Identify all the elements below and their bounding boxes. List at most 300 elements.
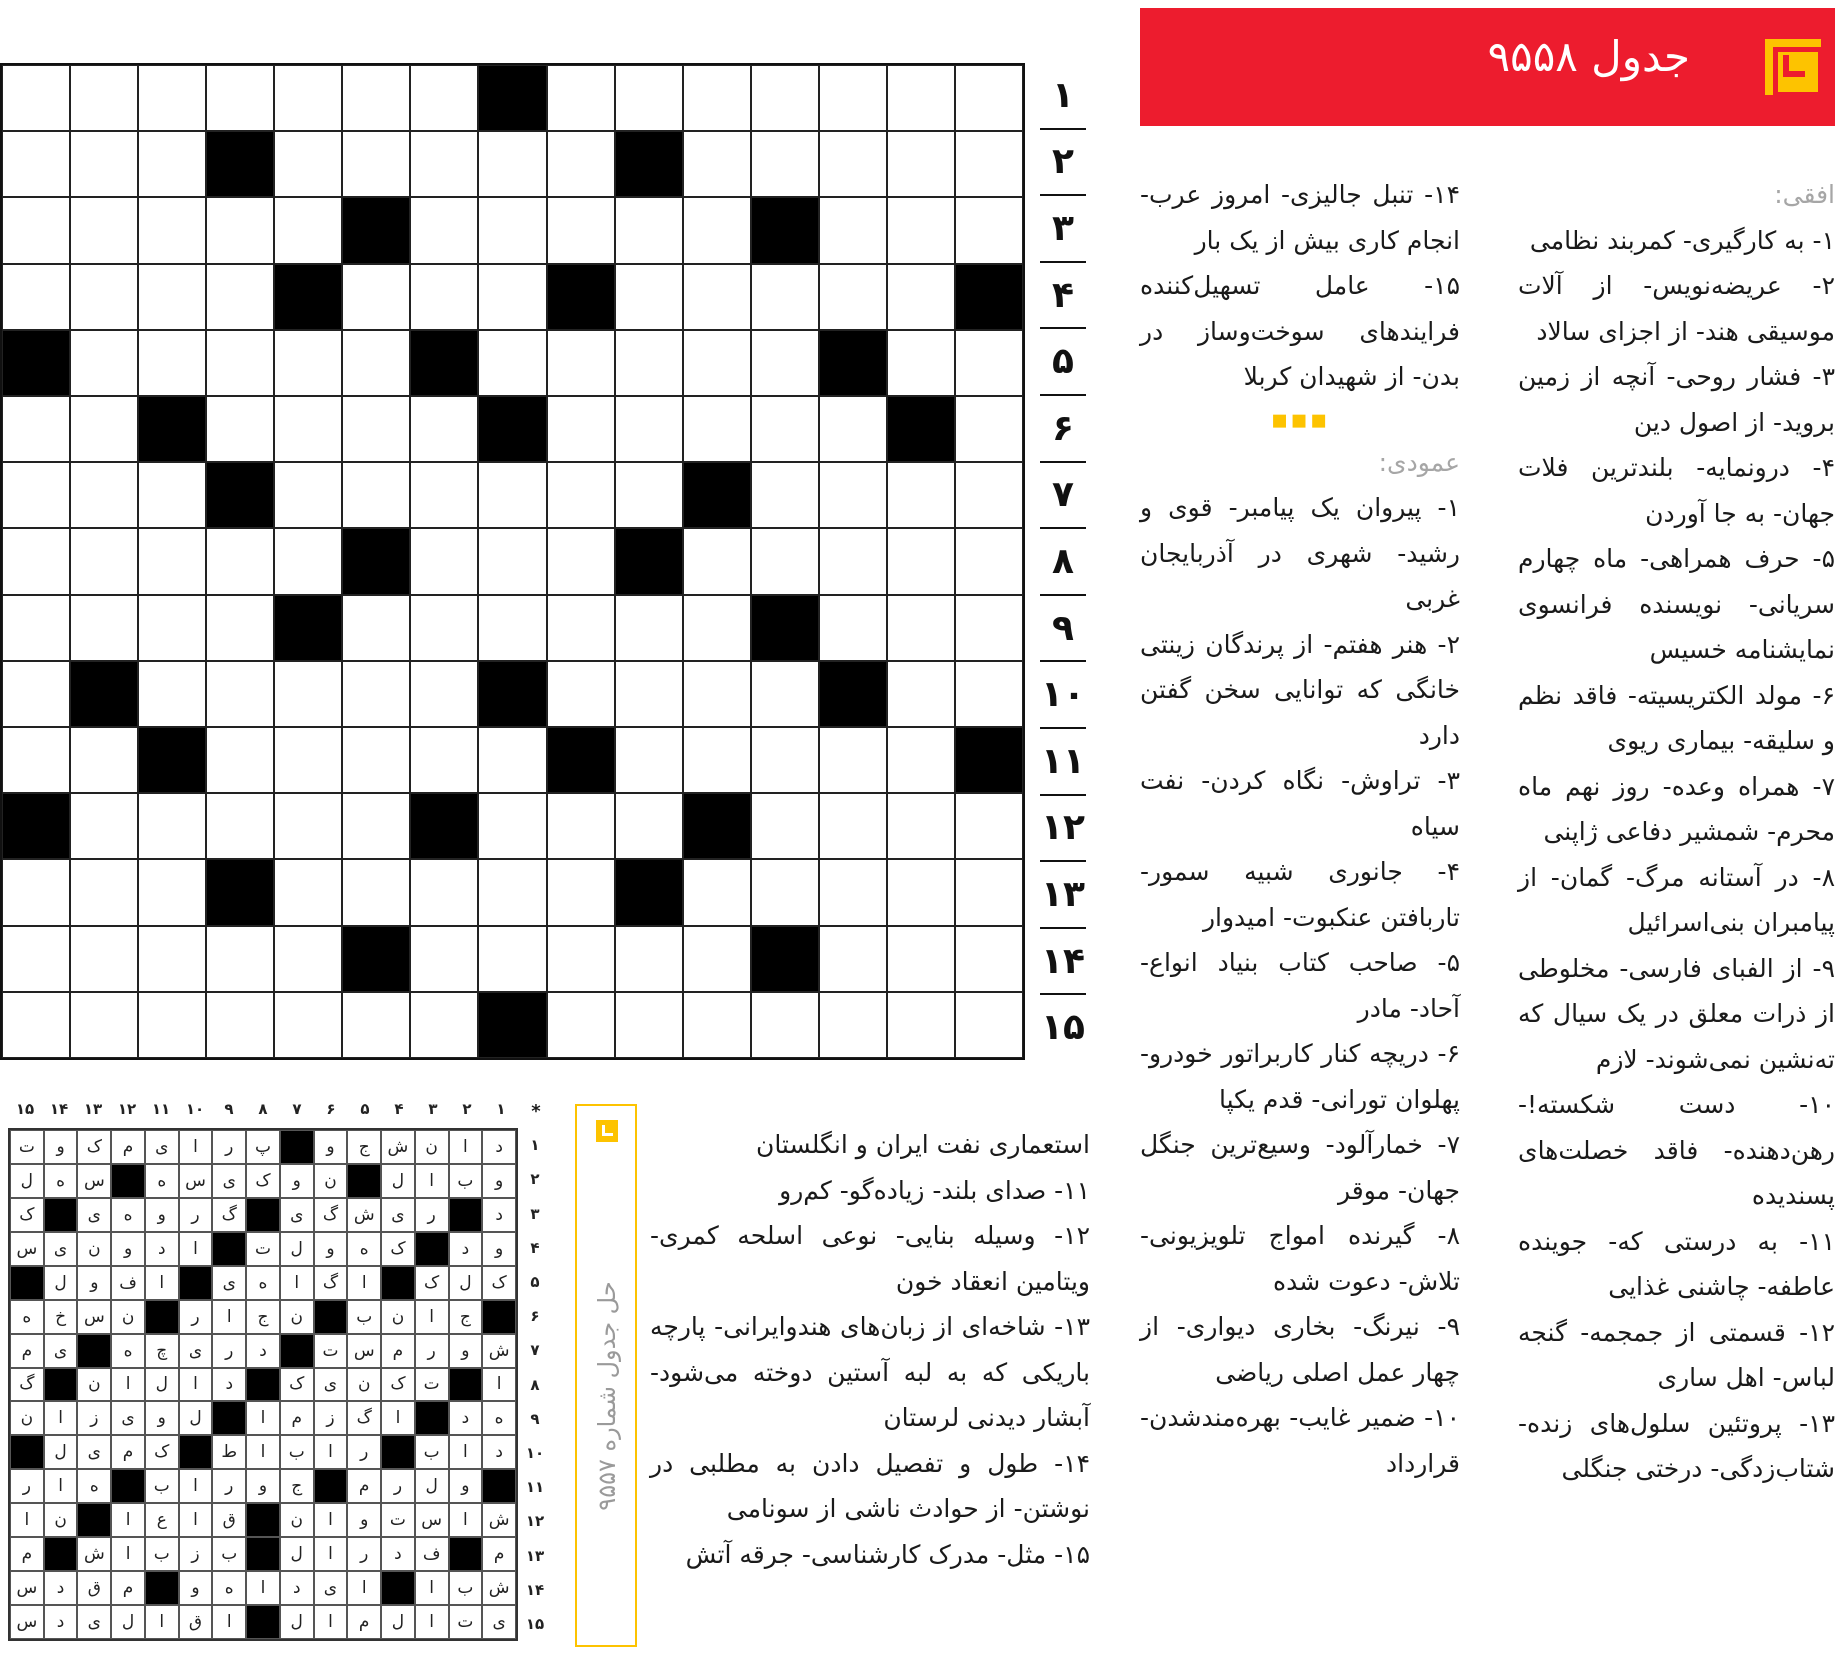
grid-cell[interactable] xyxy=(342,462,410,528)
solution-cell: ن xyxy=(10,1401,44,1435)
grid-cell[interactable] xyxy=(206,793,274,859)
solution-cell: و xyxy=(77,1266,111,1300)
grid-cell[interactable] xyxy=(615,793,683,859)
grid-cell[interactable] xyxy=(819,595,887,661)
grid-cell[interactable] xyxy=(478,330,546,396)
grid-cell[interactable] xyxy=(206,528,274,594)
solution-cell: ا xyxy=(314,1537,348,1571)
grid-cell[interactable] xyxy=(410,462,478,528)
grid-cell[interactable] xyxy=(547,462,615,528)
row-number: ۱۱ xyxy=(1040,729,1086,796)
grid-cell[interactable] xyxy=(819,396,887,462)
grid-cell[interactable] xyxy=(683,396,751,462)
black-cell xyxy=(2,793,70,859)
black-cell xyxy=(547,727,615,793)
clue-v-7: ۷- خمارآلود- وسیع‌ترین جنگل جهان- موقر xyxy=(1140,1130,1460,1205)
grid-cell[interactable] xyxy=(138,330,206,396)
grid-cell[interactable] xyxy=(615,197,683,263)
grid-cell[interactable] xyxy=(206,992,274,1058)
grid-cell[interactable] xyxy=(683,926,751,992)
grid-cell[interactable] xyxy=(547,65,615,131)
grid-cell[interactable] xyxy=(955,131,1023,197)
solution-cell: و xyxy=(449,1334,483,1368)
grid-cell[interactable] xyxy=(683,131,751,197)
grid-cell[interactable] xyxy=(410,926,478,992)
row-number: ۸ xyxy=(1040,529,1086,596)
grid-cell[interactable] xyxy=(274,727,342,793)
grid-cell[interactable] xyxy=(547,528,615,594)
grid-cell[interactable] xyxy=(751,330,819,396)
grid-cell[interactable] xyxy=(138,595,206,661)
grid-cell[interactable] xyxy=(751,131,819,197)
solution-cell: و xyxy=(347,1503,381,1537)
solution-cell: ن xyxy=(280,1503,314,1537)
grid-cell[interactable] xyxy=(751,396,819,462)
solution-black-cell xyxy=(314,1469,348,1503)
grid-cell[interactable] xyxy=(887,131,955,197)
grid-cell[interactable] xyxy=(410,197,478,263)
grid-cell[interactable] xyxy=(887,926,955,992)
grid-cell[interactable] xyxy=(887,793,955,859)
grid-cell[interactable] xyxy=(887,992,955,1058)
grid-cell[interactable] xyxy=(410,727,478,793)
grid-cell[interactable] xyxy=(410,65,478,131)
grid-cell[interactable] xyxy=(615,727,683,793)
grid-cell[interactable] xyxy=(955,926,1023,992)
grid-cell[interactable] xyxy=(615,264,683,330)
solution-cell: ر xyxy=(179,1300,213,1334)
grid-cell[interactable] xyxy=(342,396,410,462)
grid-cell[interactable] xyxy=(955,528,1023,594)
grid-cell[interactable] xyxy=(955,793,1023,859)
solution-column-number: ۱ xyxy=(496,1100,506,1118)
grid-cell[interactable] xyxy=(955,396,1023,462)
grid-cell[interactable] xyxy=(70,462,138,528)
black-cell xyxy=(683,793,751,859)
solution-cell: د xyxy=(482,1198,516,1232)
grid-cell[interactable] xyxy=(615,661,683,727)
grid-cell[interactable] xyxy=(342,727,410,793)
grid-cell[interactable] xyxy=(342,131,410,197)
grid-cell[interactable] xyxy=(751,65,819,131)
grid-cell[interactable] xyxy=(2,65,70,131)
puzzle-header xyxy=(1140,8,1835,126)
grid-cell[interactable] xyxy=(819,926,887,992)
grid-cell[interactable] xyxy=(819,131,887,197)
crossword-grid[interactable] xyxy=(0,63,1025,1060)
black-cell xyxy=(615,528,683,594)
grid-cell[interactable] xyxy=(955,462,1023,528)
grid-cell[interactable] xyxy=(955,992,1023,1058)
grid-cell[interactable] xyxy=(410,992,478,1058)
solution-black-cell xyxy=(381,1435,415,1469)
grid-cell[interactable] xyxy=(70,330,138,396)
grid-cell[interactable] xyxy=(615,462,683,528)
grid-cell[interactable] xyxy=(478,131,546,197)
grid-cell[interactable] xyxy=(2,661,70,727)
black-cell xyxy=(478,396,546,462)
grid-cell[interactable] xyxy=(683,528,751,594)
grid-cell[interactable] xyxy=(751,859,819,925)
grid-cell[interactable] xyxy=(70,264,138,330)
grid-cell[interactable] xyxy=(206,197,274,263)
grid-cell[interactable] xyxy=(410,859,478,925)
solution-row-numbers xyxy=(520,1128,550,1641)
grid-cell[interactable] xyxy=(547,793,615,859)
solution-cell: ا xyxy=(179,1232,213,1266)
grid-cell[interactable] xyxy=(683,859,751,925)
grid-cell[interactable] xyxy=(751,727,819,793)
grid-cell[interactable] xyxy=(887,661,955,727)
solution-row-number: ۷ xyxy=(530,1341,540,1360)
solution-column-number: ۷ xyxy=(292,1100,302,1118)
solution-cell: د xyxy=(246,1334,280,1368)
grid-cell[interactable] xyxy=(615,926,683,992)
grid-cell[interactable] xyxy=(819,65,887,131)
black-cell xyxy=(955,264,1023,330)
clue-h-11: ۱۱- به درستی که- جوینده عاطفه- چاشنی غذایی xyxy=(1518,1226,1835,1301)
grid-cell[interactable] xyxy=(547,859,615,925)
grid-cell[interactable] xyxy=(547,595,615,661)
solution-cell: د xyxy=(449,1232,483,1266)
grid-cell[interactable] xyxy=(955,661,1023,727)
grid-cell[interactable] xyxy=(70,595,138,661)
solution-cell: س xyxy=(347,1334,381,1368)
grid-cell[interactable] xyxy=(274,992,342,1058)
grid-cell[interactable] xyxy=(410,595,478,661)
solution-cell: خ xyxy=(44,1300,78,1334)
grid-cell[interactable] xyxy=(410,131,478,197)
solution-cell: ه xyxy=(246,1266,280,1300)
solution-cell: س xyxy=(10,1605,44,1639)
grid-cell[interactable] xyxy=(342,793,410,859)
grid-cell[interactable] xyxy=(547,330,615,396)
grid-cell[interactable] xyxy=(70,131,138,197)
solution-cell: ا xyxy=(314,1503,348,1537)
solution-label-box xyxy=(575,1104,637,1647)
solution-cell: و xyxy=(482,1164,516,1198)
grid-cell[interactable] xyxy=(819,197,887,263)
grid-cell[interactable] xyxy=(819,264,887,330)
solution-row-number: ۱۰ xyxy=(525,1443,545,1462)
solution-cell: و xyxy=(314,1130,348,1164)
grid-cell[interactable] xyxy=(274,926,342,992)
grid-cell[interactable] xyxy=(70,793,138,859)
grid-cell[interactable] xyxy=(751,528,819,594)
grid-cell[interactable] xyxy=(206,264,274,330)
black-cell xyxy=(547,264,615,330)
grid-cell[interactable] xyxy=(70,992,138,1058)
grid-cell[interactable] xyxy=(274,131,342,197)
grid-cell[interactable] xyxy=(274,528,342,594)
solution-cell: ا xyxy=(314,1435,348,1469)
solution-cell: م xyxy=(347,1605,381,1639)
section-separator: ▪▪▪ xyxy=(1270,404,1330,435)
grid-cell[interactable] xyxy=(547,131,615,197)
clue-h-5: ۵- حرف همراهی- ماه چهارم سریانی- نویسنده فرانسوی نمایشنامه خسیس xyxy=(1518,544,1835,664)
solution-cell: ن xyxy=(77,1368,111,1402)
grid-cell[interactable] xyxy=(819,528,887,594)
grid-cell[interactable] xyxy=(2,396,70,462)
grid-cell[interactable] xyxy=(206,595,274,661)
grid-cell[interactable] xyxy=(2,859,70,925)
solution-cell: ی xyxy=(44,1232,78,1266)
grid-cell[interactable] xyxy=(206,661,274,727)
grid-cell[interactable] xyxy=(138,859,206,925)
grid-cell[interactable] xyxy=(683,992,751,1058)
solution-cell: د xyxy=(449,1401,483,1435)
grid-cell[interactable] xyxy=(2,131,70,197)
grid-cell[interactable] xyxy=(615,330,683,396)
solution-black-cell xyxy=(347,1164,381,1198)
grid-cell[interactable] xyxy=(138,264,206,330)
grid-cell[interactable] xyxy=(274,396,342,462)
grid-cell[interactable] xyxy=(615,65,683,131)
solution-cell: س xyxy=(415,1503,449,1537)
grid-cell[interactable] xyxy=(274,661,342,727)
grid-cell[interactable] xyxy=(70,396,138,462)
solution-cell: د xyxy=(44,1605,78,1639)
grid-cell[interactable] xyxy=(887,595,955,661)
grid-cell[interactable] xyxy=(342,595,410,661)
grid-cell[interactable] xyxy=(206,727,274,793)
grid-cell[interactable] xyxy=(819,992,887,1058)
solution-cell: ن xyxy=(77,1232,111,1266)
grid-cell[interactable] xyxy=(683,197,751,263)
grid-cell[interactable] xyxy=(683,264,751,330)
grid-cell[interactable] xyxy=(70,528,138,594)
solution-cell: ن xyxy=(415,1130,449,1164)
grid-cell[interactable] xyxy=(342,65,410,131)
solution-row-number: ۱۳ xyxy=(525,1546,545,1565)
grid-cell[interactable] xyxy=(478,727,546,793)
solution-cell: س xyxy=(10,1571,44,1605)
grid-cell[interactable] xyxy=(70,197,138,263)
grid-cell[interactable] xyxy=(547,197,615,263)
grid-cell[interactable] xyxy=(2,926,70,992)
grid-cell[interactable] xyxy=(683,661,751,727)
grid-cell[interactable] xyxy=(70,65,138,131)
solution-cell: م xyxy=(482,1537,516,1571)
grid-cell[interactable] xyxy=(478,793,546,859)
grid-cell[interactable] xyxy=(819,462,887,528)
row-number: ۱ xyxy=(1040,63,1086,130)
grid-cell[interactable] xyxy=(274,793,342,859)
grid-cell[interactable] xyxy=(274,859,342,925)
grid-cell[interactable] xyxy=(410,528,478,594)
clue-h-1: ۱- به کارگیری- کمربند نظامی xyxy=(1529,225,1835,255)
grid-cell[interactable] xyxy=(751,661,819,727)
solution-black-cell xyxy=(212,1401,246,1435)
grid-cell[interactable] xyxy=(478,197,546,263)
solution-black-cell xyxy=(415,1401,449,1435)
grid-cell[interactable] xyxy=(410,264,478,330)
clue-v-3: ۳- تراوش- نگاه کردن- نفت سیاه xyxy=(1140,766,1460,841)
grid-cell[interactable] xyxy=(478,264,546,330)
solution-black-cell xyxy=(246,1537,280,1571)
grid-cell[interactable] xyxy=(2,992,70,1058)
solution-cell: د xyxy=(381,1537,415,1571)
grid-cell[interactable] xyxy=(206,396,274,462)
grid-cell[interactable] xyxy=(274,462,342,528)
grid-cell[interactable] xyxy=(2,528,70,594)
grid-cell[interactable] xyxy=(547,926,615,992)
solution-cell: ش xyxy=(482,1334,516,1368)
solution-row-number: ۱۱ xyxy=(525,1478,545,1497)
solution-cell: ف xyxy=(111,1266,145,1300)
solution-black-cell xyxy=(145,1571,179,1605)
grid-cell[interactable] xyxy=(751,793,819,859)
grid-cell[interactable] xyxy=(70,859,138,925)
vertical-heading: عمودی: xyxy=(1378,447,1460,477)
solution-cell: ی xyxy=(145,1130,179,1164)
grid-cell[interactable] xyxy=(138,131,206,197)
grid-cell[interactable] xyxy=(206,330,274,396)
grid-cell[interactable] xyxy=(410,396,478,462)
solution-cell: ب xyxy=(347,1300,381,1334)
clue-h-12: ۱۲- قسمتی از جمجمه- گنجه لباس- اهل ساری xyxy=(1518,1317,1835,1392)
solution-column-number: ۵ xyxy=(360,1100,370,1118)
grid-cell[interactable] xyxy=(274,65,342,131)
solution-cell: ت xyxy=(246,1232,280,1266)
grid-cell[interactable] xyxy=(683,595,751,661)
grid-cell[interactable] xyxy=(751,992,819,1058)
solution-cell: ج xyxy=(449,1300,483,1334)
grid-cell[interactable] xyxy=(138,462,206,528)
solution-cell: ر xyxy=(10,1469,44,1503)
solution-cell: گ xyxy=(347,1401,381,1435)
solution-row-number: ۵ xyxy=(530,1272,540,1291)
clue-v-4: ۴- جانوری شبیه سمور- تاربافتن عنکبوت- امیدوار xyxy=(1140,857,1460,932)
clue-h-3: ۳- فشار روحی- آنچه از زمین بروید- از اصول دین xyxy=(1518,362,1835,437)
grid-cell[interactable] xyxy=(683,727,751,793)
grid-cell[interactable] xyxy=(887,528,955,594)
grid-cell[interactable] xyxy=(955,65,1023,131)
grid-cell[interactable] xyxy=(342,330,410,396)
grid-cell[interactable] xyxy=(547,396,615,462)
grid-cell[interactable] xyxy=(887,65,955,131)
grid-cell[interactable] xyxy=(615,992,683,1058)
solution-cell: ز xyxy=(179,1537,213,1571)
grid-cell[interactable] xyxy=(2,595,70,661)
solution-cell: ا xyxy=(482,1368,516,1402)
grid-cell[interactable] xyxy=(138,992,206,1058)
grid-cell[interactable] xyxy=(615,396,683,462)
solution-cell: ک xyxy=(145,1435,179,1469)
solution-cell: ن xyxy=(111,1300,145,1334)
grid-cell[interactable] xyxy=(819,793,887,859)
grid-cell[interactable] xyxy=(887,859,955,925)
grid-cell[interactable] xyxy=(70,727,138,793)
solution-cell: د xyxy=(280,1571,314,1605)
grid-cell[interactable] xyxy=(342,661,410,727)
grid-cell[interactable] xyxy=(955,197,1023,263)
grid-cell[interactable] xyxy=(683,330,751,396)
grid-cell[interactable] xyxy=(342,859,410,925)
solution-cell: ا xyxy=(415,1571,449,1605)
solution-cell: ا xyxy=(347,1571,381,1605)
solution-black-cell xyxy=(482,1469,516,1503)
grid-cell[interactable] xyxy=(342,264,410,330)
black-cell xyxy=(478,661,546,727)
grid-cell[interactable] xyxy=(887,264,955,330)
row-number: ۵ xyxy=(1040,329,1086,396)
grid-cell[interactable] xyxy=(342,992,410,1058)
grid-cell[interactable] xyxy=(478,528,546,594)
clue-v-12: ۱۲- وسیله بنایی- نوعی اسلحه کمری- ویتامین انعقاد خون xyxy=(650,1221,1090,1296)
grid-cell[interactable] xyxy=(478,926,546,992)
grid-cell[interactable] xyxy=(206,926,274,992)
grid-cell[interactable] xyxy=(615,595,683,661)
solution-cell: ط xyxy=(212,1435,246,1469)
grid-cell[interactable] xyxy=(547,992,615,1058)
clue-v-9: ۹- نیرنگ- بخاری دیواری- از چهار عمل اصلی ریاضی xyxy=(1140,1312,1460,1387)
black-cell xyxy=(751,197,819,263)
grid-cell[interactable] xyxy=(274,197,342,263)
solution-cell: ق xyxy=(212,1503,246,1537)
solution-black-cell xyxy=(449,1368,483,1402)
grid-cell[interactable] xyxy=(683,65,751,131)
grid-cell[interactable] xyxy=(70,926,138,992)
solution-cell: ر xyxy=(347,1435,381,1469)
solution-cell: ه xyxy=(212,1571,246,1605)
solution-cell: چ xyxy=(145,1334,179,1368)
clue-h-13: ۱۳- پروتئین سلول‌های زنده- شتاب‌زدگی- درختی جنگلی xyxy=(1518,1408,1835,1483)
grid-cell[interactable] xyxy=(887,330,955,396)
solution-logo-icon xyxy=(596,1120,618,1142)
clue-v-13: ۱۳- شاخه‌ای از زبان‌های هندوایرانی- پارچه باریکی که به لبه آستین دوخته می‌شود- آبشار دیدنی لرستان xyxy=(650,1312,1090,1432)
grid-cell[interactable] xyxy=(478,462,546,528)
grid-cell[interactable] xyxy=(478,859,546,925)
solution-black-cell xyxy=(246,1503,280,1537)
solution-black-cell xyxy=(44,1198,78,1232)
solution-cell: ب xyxy=(449,1164,483,1198)
grid-cell[interactable] xyxy=(138,528,206,594)
solution-cell: ی xyxy=(179,1334,213,1368)
grid-cell[interactable] xyxy=(138,197,206,263)
grid-cell[interactable] xyxy=(138,926,206,992)
solution-cell: ت xyxy=(10,1130,44,1164)
grid-cell[interactable] xyxy=(887,197,955,263)
grid-cell[interactable] xyxy=(955,330,1023,396)
row-number: ۶ xyxy=(1040,396,1086,463)
grid-cell[interactable] xyxy=(410,661,478,727)
solution-cell: ا xyxy=(179,1503,213,1537)
grid-cell[interactable] xyxy=(751,462,819,528)
solution-cell: ل xyxy=(10,1164,44,1198)
grid-cell[interactable] xyxy=(138,65,206,131)
grid-cell[interactable] xyxy=(138,661,206,727)
grid-cell[interactable] xyxy=(274,330,342,396)
grid-cell[interactable] xyxy=(2,462,70,528)
grid-cell[interactable] xyxy=(2,727,70,793)
grid-cell[interactable] xyxy=(2,197,70,263)
grid-cell[interactable] xyxy=(887,462,955,528)
grid-cell[interactable] xyxy=(751,264,819,330)
grid-cell[interactable] xyxy=(138,793,206,859)
black-cell xyxy=(342,926,410,992)
grid-cell[interactable] xyxy=(819,859,887,925)
grid-cell[interactable] xyxy=(955,859,1023,925)
grid-cell[interactable] xyxy=(2,264,70,330)
grid-cell[interactable] xyxy=(547,661,615,727)
solution-black-cell xyxy=(381,1266,415,1300)
grid-cell[interactable] xyxy=(887,727,955,793)
grid-cell[interactable] xyxy=(478,595,546,661)
grid-cell[interactable] xyxy=(819,727,887,793)
grid-cell[interactable] xyxy=(206,65,274,131)
grid-cell[interactable] xyxy=(955,595,1023,661)
